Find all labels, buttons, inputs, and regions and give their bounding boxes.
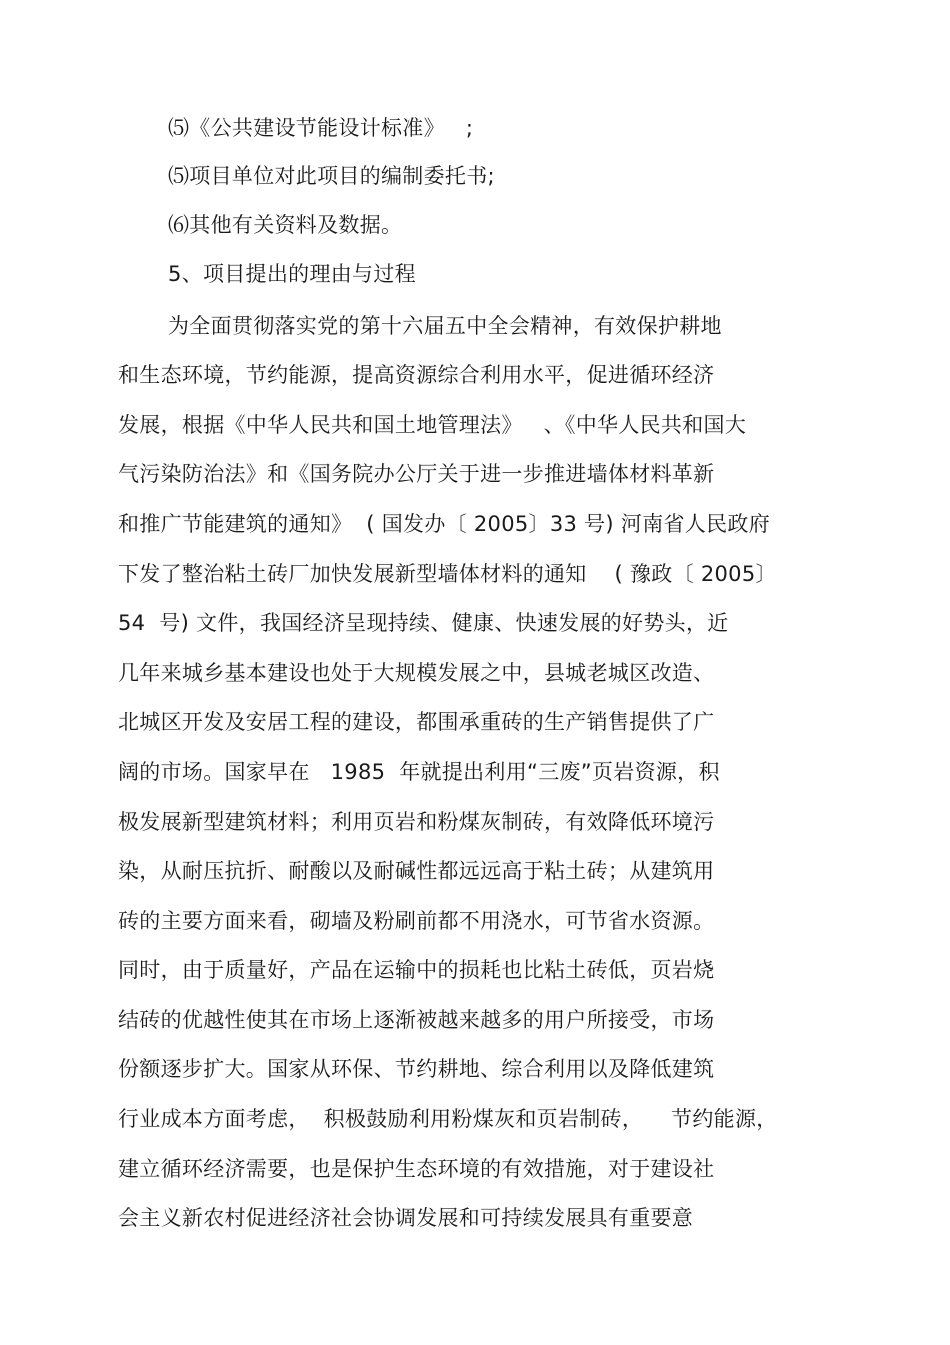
paragraph-line: 会主义新农村促进经济社会协调发展和可持续发展具有重要意 bbox=[118, 1206, 694, 1230]
section-heading: 5、项目提出的理由与过程 bbox=[168, 262, 416, 286]
paragraph-line: 份额逐步扩大。国家从环保、节约耕地、综合利用以及降低建筑 bbox=[118, 1057, 715, 1081]
paragraph-line: 砖的主要方面来看，砌墙及粉刷前都不用浇水，可节省水资源。 bbox=[118, 909, 715, 933]
paragraph-line: 染，从耐压抗折、耐酸以及耐碱性都远远高于粘土砖；从建筑用 bbox=[118, 859, 715, 883]
paragraph-line: 结砖的优越性使其在市场上逐渐被越来越多的用户所接受，市场 bbox=[118, 1008, 715, 1032]
paragraph-line: 行业成本方面考虑， 积极鼓励利用粉煤灰和页岩制砖， 节约能源， bbox=[118, 1107, 778, 1131]
paragraph-line: 建立循环经济需要，也是保护生态环境的有效措施，对于建设社 bbox=[118, 1157, 715, 1181]
paragraph-line: 下发了整治粘土砖厂加快发展新型墙体材料的通知 ( 豫政〔 2005〕 bbox=[118, 562, 777, 586]
list-item: ⑹其他有关资料及数据。 bbox=[168, 213, 403, 237]
paragraph-line: 发展，根据《中华人民共和国土地管理法》 、《中华人民共和国大 bbox=[118, 413, 747, 437]
paragraph-line: 极发展新型建筑材料；利用页岩和粉煤灰制砖，有效降低环境污 bbox=[118, 810, 715, 834]
paragraph-line: 阔的市场。国家早在 1985 年就提出利用“三废”页岩资源，积 bbox=[118, 760, 720, 784]
paragraph-line: 几年来城乡基本建设也处于大规模发展之中，县城老城区改造、 bbox=[118, 661, 715, 685]
paragraph-line: 和推广节能建筑的通知》 ( 国发办〔 2005〕33 号) 河南省人民政府 bbox=[118, 512, 770, 536]
paragraph-line: 北城区开发及安居工程的建设，都围承重砖的生产销售提供了广 bbox=[118, 710, 715, 734]
paragraph-line: 54 号) 文件，我国经济呈现持续、健康、快速发展的好势头，近 bbox=[118, 611, 729, 635]
paragraph-line: 气污染防治法》和《国务院办公厅关于进一步推进墙体材料革新 bbox=[118, 462, 715, 486]
list-item: ⑸《公共建设节能设计标准》 ; bbox=[168, 116, 474, 140]
list-item: ⑸项目单位对此项目的编制委托书; bbox=[168, 164, 495, 188]
paragraph-line: 和生态环境，节约能源，提高资源综合利用水平，促进循环经济 bbox=[118, 363, 715, 387]
paragraph-line: 为全面贯彻落实党的第十六届五中全会精神，有效保护耕地 bbox=[168, 314, 722, 338]
paragraph-line: 同时，由于质量好，产品在运输中的损耗也比粘土砖低，页岩烧 bbox=[118, 958, 715, 982]
